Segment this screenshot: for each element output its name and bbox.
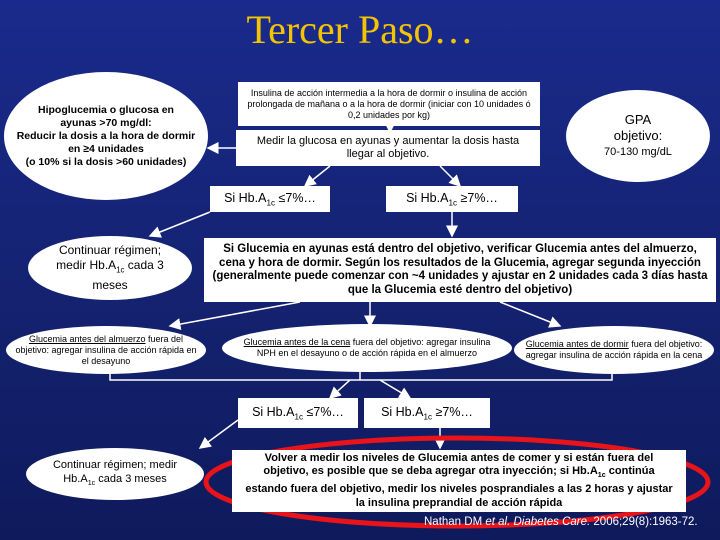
hypo-line-3: Reducir la dosis a la hora de dormir — [16, 129, 196, 142]
recheck-sub: 1c — [597, 471, 606, 480]
hypo-line-1: Hipoglucemia o glucosa en — [38, 103, 174, 116]
arrow-merge-to-high2 — [380, 380, 410, 398]
pre-lunch-underlined: Glucemia antes del almuerzo — [28, 333, 146, 344]
continue1-prefix: medir Hb.A — [56, 258, 117, 273]
citation — [424, 516, 698, 528]
gpa-line-2: objetivo: — [613, 128, 663, 143]
glucose-check-text: Si Glucemia en ayunas está dentro del objetivo, verificar Glucemia antes del almuerzo, cena y hora de dormir. Según los resultados de la Glucemia, agregar segunda inyección (generalmente puede comenzar con ~4 unidades y ajustar en 2 unidades cada 3 días hasta que la Glucemia esté dentro del objetivo) — [212, 243, 708, 296]
citation-ref: 2006;29(8):1963-72. — [590, 516, 698, 528]
arrow-check-to-lunch — [170, 302, 300, 326]
continue1-line-1: Continuar régimen; — [58, 243, 162, 258]
hba1c-high2-sub: 1c — [423, 412, 433, 422]
hba1c-high-box-2 — [364, 398, 490, 428]
arrow-check-to-bed — [500, 302, 560, 326]
continue-regimen-oval — [28, 236, 192, 300]
recheck-text-1: Volver a medir los niveles de Glucemia antes de comer y si están fuera del objetivo, es posible que se deba agregar otra inyección; si Hb.A — [263, 451, 654, 478]
gpa-target-oval — [566, 90, 710, 182]
continue1-suffix: cada 3 — [124, 258, 164, 273]
slide-title: Tercer Paso… — [246, 7, 474, 52]
glucose-check-box — [204, 238, 716, 302]
continue1-sub: 1c — [116, 265, 125, 275]
merge-lines — [110, 372, 612, 380]
continue2-suffix: cada 3 meses — [95, 472, 167, 485]
gpa-line-1: GPA — [624, 112, 652, 127]
bedtime-oval — [514, 326, 714, 374]
hypoglycemia-oval — [4, 72, 208, 200]
hba1c-low-box — [210, 186, 330, 212]
pre-dinner-oval — [222, 324, 512, 372]
pre-lunch-rest: fuera del objetivo: agregar insulina de acción rápida en el desayuno — [15, 333, 197, 366]
hypo-line-5: (o 10% si la dosis >60 unidades) — [25, 155, 187, 168]
hypo-line-2: ayunas >70 mg/dl: — [60, 116, 152, 129]
hba1c-high2-suffix: ≥7%… — [432, 404, 473, 419]
continue1-line-3: meses — [92, 277, 128, 292]
hba1c-low2-suffix: ≤7%… — [303, 404, 344, 419]
continue2-sub: 1c — [87, 479, 96, 488]
hba1c-high-box — [386, 186, 518, 212]
arrow-low2-to-continue — [200, 420, 238, 448]
hba1c-low-prefix: Si Hb.A — [224, 190, 267, 205]
hypo-line-4: en ≥4 unidades — [68, 142, 144, 155]
pre-dinner-underlined: Glucemia antes de la cena — [243, 337, 351, 347]
pre-dinner-rest: fuera del objetivo: agregar insulina NPH en el desayuno o de acción rápida en el almuerzo — [256, 337, 491, 358]
hba1c-low2-sub: 1c — [294, 412, 304, 422]
gpa-line-3: 70-130 mg/dL — [604, 146, 672, 158]
hba1c-low-suffix: ≤7%… — [275, 190, 316, 205]
continue-regimen-oval-2 — [26, 448, 204, 500]
arrow-measure-to-left — [305, 166, 330, 186]
arrow-merge-to-low2 — [330, 380, 350, 398]
insulin-start-box — [238, 82, 540, 126]
bedtime-underlined: Glucemia antes de dormir — [525, 339, 629, 349]
hba1c-high-suffix: ≥7%… — [457, 190, 498, 205]
measure-glucose-box — [236, 130, 540, 166]
citation-authors: Nathan DM — [424, 516, 486, 528]
arrow-measure-to-right — [440, 166, 460, 186]
citation-journal: et al. Diabetes Care. — [485, 516, 591, 528]
hba1c-low-box-2 — [238, 398, 358, 428]
insulin-start-text: Insulina de acción intermedia a la hora de dormir o insulina de acción prolongada de mañana o a la hora de dormir (iniciar con 10 unidades ó 0,2 unidades por kg) — [247, 87, 531, 120]
hba1c-high2-prefix: Si Hb.A — [381, 404, 424, 419]
continue2-prefix: Hb.A — [63, 472, 88, 485]
recheck-box — [232, 450, 686, 512]
continue2-line-1: Continuar régimen; medir — [52, 458, 178, 471]
arrow-low-to-continue — [150, 212, 210, 236]
hba1c-low2-prefix: Si Hb.A — [252, 404, 295, 419]
hba1c-low-sub: 1c — [266, 198, 276, 208]
pre-lunch-oval — [6, 326, 206, 374]
bedtime-rest: fuera del objetivo: agregar insulina de acción rápida en la cena — [525, 339, 703, 360]
hba1c-high-prefix: Si Hb.A — [406, 190, 449, 205]
measure-glucose-text: Medir la glucosa en ayunas y aumentar la dosis hasta llegar al objetivo. — [256, 135, 520, 160]
hba1c-high-sub: 1c — [448, 198, 458, 208]
recheck-text-2: continúa estando fuera del objetivo, medir los niveles posprandiales a las 2 horas y ajustar la insulina preprandial de acción rápida — [245, 465, 673, 509]
